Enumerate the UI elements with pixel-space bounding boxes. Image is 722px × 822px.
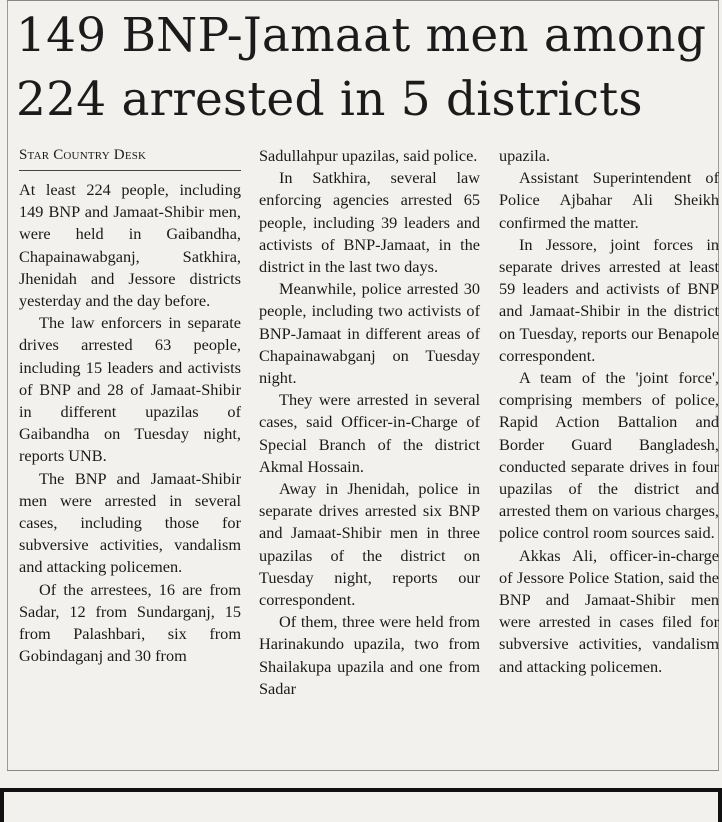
paragraph: Sadullahpur upazilas, said police. [259, 146, 478, 165]
page-border-left [7, 0, 8, 770]
article-column-3 [499, 145, 719, 678]
paragraph: Meanwhile, police arrested 30 people, including two activists of BNP-Jamaat in different areas of Chapainawabganj on Tuesday night. [259, 279, 480, 388]
paragraph: They were arrested in several cases, said Officer-in-Charge of Special Branch of the district Akmal Hossain. [259, 390, 480, 476]
paragraph: Away in Jhenidah, police in separate drives arrested six BNP and Jamaat-Shibir men in three upazilas of the district on Tuesday night, reports our correspondent. [259, 479, 480, 610]
paragraph: Of the arrestees, 16 are from Sadar, 12 from Sundarganj, 15 from Palashbari, six from Gobindaganj and 30 from [19, 579, 241, 666]
paragraph: Assistant Superintendent of Police Ajbahar Ali Sheikh confirmed the matter. [499, 168, 719, 232]
top-rule [7, 0, 719, 1]
article-byline: Star Country Desk [19, 147, 147, 163]
paragraph: At least 224 people, including 149 BNP and Jamaat-Shibir men, were held in Gaibandha, Chapainawabganj, Satkhira, Jhenidah and Jessore districts yesterday and the day before. [19, 180, 241, 311]
paragraph: In Satkhira, several law enforcing agencies arrested 65 people, including 39 leaders and activists of BNP-Jamaat, in the district in the last two days. [259, 168, 480, 277]
bottom-rule [7, 770, 719, 771]
advertisement-box-border [0, 788, 722, 822]
paragraph: A team of the 'joint force', comprising members of police, Rapid Action Battalion and Border Guard Bangladesh, conducted separate drives in four upazilas of the district and arrested them on various charges, police control room sources said. [499, 368, 719, 543]
paragraph: In Jessore, joint forces in separate drives arrested at least 59 leaders and activists of BNP and Jamaat-Shibir in the district on Tuesday, reports our Benapole correspondent. [499, 234, 719, 365]
paragraph: The BNP and Jamaat-Shibir men were arrested in several cases, including those for subversive activities, vandalism and attacking policemen. [19, 468, 241, 577]
paragraph: Of them, three were held from Harinakundo upazila, two from Shailakupa upazila and one from Sadar [259, 612, 480, 698]
article-headline: 149 BNP-Jamaat men among 224 arrested in 5 districts [16, 8, 707, 127]
paragraph: upazila. [499, 146, 551, 165]
paragraph: The law enforcers in separate drives arrested 63 people, including 15 leaders and activists of BNP and 28 of Jamaat-Shibir in different upazilas of Gaibandha on Tuesday night, reports UNB. [19, 313, 241, 466]
paragraph: Akkas Ali, officer-in-charge of Jessore Police Station, said the BNP and Jamaat-Shibir men were arrested in cases filed for subversive activities, vandalism and attacking policemen. [499, 545, 719, 676]
article-column-1 [19, 179, 241, 667]
article-column-2 [259, 145, 480, 700]
byline-divider [19, 170, 241, 171]
